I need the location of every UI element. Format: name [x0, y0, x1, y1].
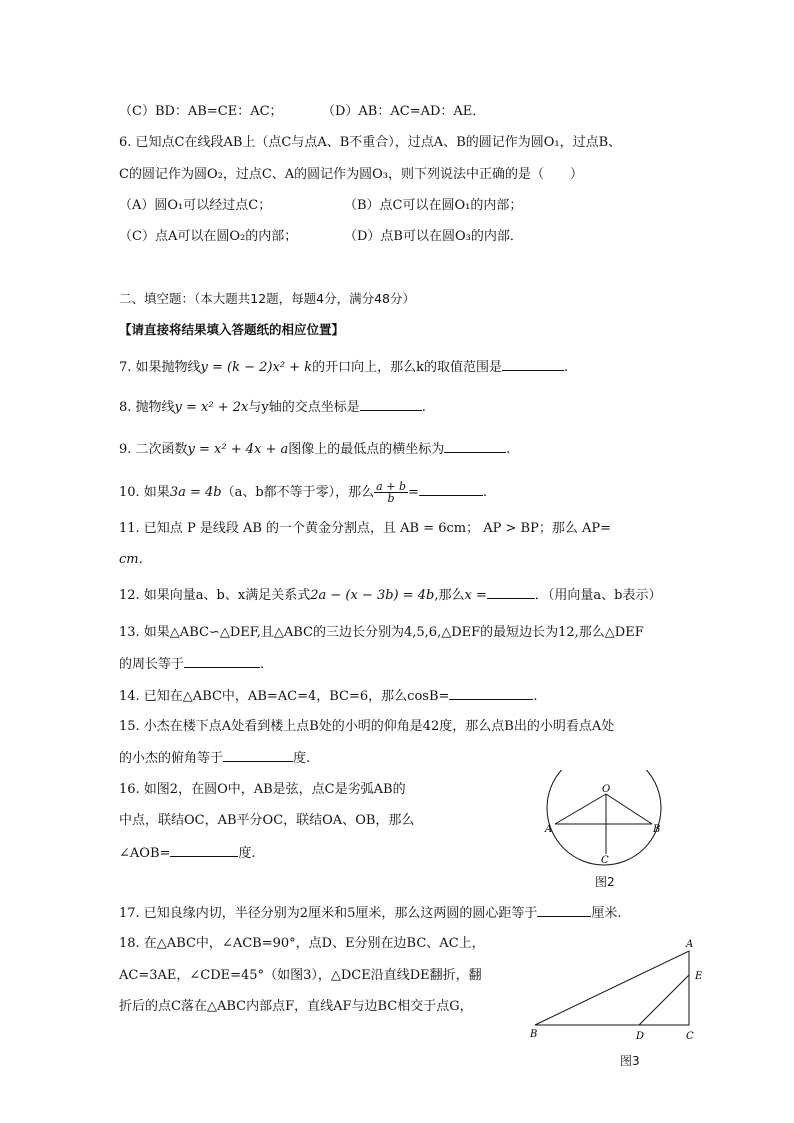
q16-line2: 中点，联结OC，AB平分OC，联结OA、OB，那么 [119, 813, 415, 828]
q13-line2-text: 的周长等于 [119, 657, 185, 672]
fig3-segment-DE [639, 975, 689, 1025]
q9-end: . [506, 442, 511, 457]
q10 [119, 478, 487, 508]
q7-answer-blank[interactable] [502, 358, 564, 371]
q12 [119, 586, 661, 605]
q6-option-a: （A）圆O₁可以经过点C； [119, 198, 272, 213]
q14-answer-blank[interactable] [449, 687, 533, 700]
q14-pre: 14. 已知在△ABC中，AB=AC=4，BC=6，那么cosB= [119, 689, 450, 704]
q6-option-c: （C）点A可以在圆O₂的内部； [119, 229, 298, 244]
q11-line2: cm. [119, 552, 143, 567]
q16-end: 度. [238, 846, 256, 861]
section-instruction: 【请直接将结果填入答题纸的相应位置】 [119, 322, 345, 337]
q9-post: 图像上的最低点的横坐标为 [288, 442, 445, 457]
q10-denominator: b [387, 492, 395, 505]
figure-2-diagram [540, 770, 670, 870]
q6-option-d: （D）点B可以在圆O₃的内部． [344, 229, 523, 244]
q16-line1: 16. 如图2，在圆O中，AB是弦，点C是劣弧AB的 [119, 782, 406, 797]
q6-option-b: （B）点C可以在圆O₁的内部； [344, 198, 523, 213]
q8-formula: y = x² + 2x [174, 400, 249, 415]
fig3-label-E: E [695, 971, 703, 982]
q10-pre: 10. 如果 [119, 485, 170, 500]
q13-end: . [260, 657, 265, 672]
figure-3-caption: 图3 [620, 1054, 640, 1068]
q13-answer-blank[interactable] [184, 655, 260, 668]
q6-line2: C的圆记作为圆O₂，过点C、A的圆记作为圆O₃，则下列说法中正确的是（ ） [119, 167, 584, 182]
q12-x: x = [464, 588, 487, 603]
section-title: 二、填空题：（本大题共12题，每题4分，满分48分） [119, 291, 416, 306]
q10-formula: 3a = 4b [169, 485, 222, 500]
q11-line1: 11. 已知点 P 是线段 AB 的一个黄金分割点，且 AB = 6cm； AP > BP；那么 AP= [119, 521, 612, 536]
q9-pre: 9. 二次函数 [119, 442, 188, 457]
fig3-label-A: A [686, 939, 694, 950]
fig2-label-A: A [545, 824, 553, 835]
q13-line1: 13. 如果△ABC∽△DEF,且△ABC的三边长分别为4,5,6,△DEF的最短边长为12,那么△DEF [119, 625, 644, 640]
fig2-label-C: C [601, 855, 609, 866]
figure-2-caption: 图2 [595, 875, 615, 889]
q5-option-d: （D）AB：AC=AD：AE． [322, 104, 486, 119]
q6-line1: 6. 已知点C在线段AB上（点C与点A、B不重合），过点A、B的圆记作为圆O₁，过点B、 [119, 135, 622, 150]
fig3-label-B: B [530, 1029, 538, 1040]
q7-post: 的开口向上，那么k的取值范围是 [312, 360, 502, 375]
fig2-segment-OB [606, 794, 652, 824]
fig2-label-O: O [602, 784, 611, 795]
q12-pre: 12. 如果向量a、b、x满足关系式 [119, 588, 311, 603]
q9-answer-blank[interactable] [444, 440, 506, 453]
q8-pre: 8. 抛物线 [119, 400, 175, 415]
q10-fraction [374, 481, 408, 504]
q5-option-c: （C）BD：AB=CE：AC； [119, 104, 283, 119]
q16-line3 [119, 844, 256, 863]
fig2-segment-OA [555, 794, 606, 824]
q15-line2-text: 的小杰的俯角等于 [119, 751, 224, 766]
q15-line1: 15. 小杰在楼下点A处看到楼上点B处的小明的仰角是42度，那么点B出的小明看点A处 [119, 719, 615, 734]
q14 [119, 687, 538, 706]
figure-2 [540, 770, 670, 870]
q7-end: . [563, 360, 569, 375]
q8 [119, 398, 426, 417]
q10-mid: （a、b都不等于零），那么 [221, 485, 375, 500]
figure-3-diagram [525, 935, 715, 1045]
fig3-label-D: D [636, 1031, 645, 1042]
q10-eq: = [407, 485, 419, 500]
q12-post: ．（用向量a、b表示） [534, 588, 662, 603]
q17-pre: 17. 已知良缘内切，半径分别为2厘米和5厘米，那么这两圆的圆心距等于 [119, 906, 538, 921]
q15-end: 度. [293, 751, 311, 766]
fig2-label-B: B [653, 824, 661, 835]
q16-line3-text: ∠AOB= [119, 846, 171, 861]
q8-end: . [421, 400, 426, 415]
q9-formula: y = x² + 4x + a [187, 442, 289, 457]
q17 [119, 904, 622, 923]
q10-numerator: a + b [376, 480, 406, 493]
q16-answer-blank[interactable] [170, 844, 238, 857]
q18-line2: AC=3AE，∠CDE=45°（如图3），△DCE沿直线DE翻折，翻 [119, 968, 482, 983]
q17-answer-blank[interactable] [537, 904, 591, 917]
fig3-label-C: C [686, 1031, 694, 1042]
q18-line1: 18. 在△ABC中，∠ACB=90°，点D、E分别在边BC、AC上， [119, 936, 485, 951]
q10-end: . [482, 485, 488, 500]
q7-pre: 7. 如果抛物线 [119, 360, 201, 375]
q14-end: . [533, 689, 538, 704]
figure-3 [525, 935, 715, 1045]
q15-line2 [119, 749, 310, 768]
q17-end: 厘米. [591, 906, 622, 921]
q7-formula: y = (k − 2)x² + k [200, 360, 313, 375]
q12-formula: 2a − (x − 3b) = 4b [310, 588, 435, 603]
q7 [119, 358, 568, 377]
q18-line3: 折后的点C落在△ABC内部点F，直线AF与边BC相交于点G， [119, 999, 473, 1014]
q15-answer-blank[interactable] [223, 749, 293, 762]
q12-answer-blank[interactable] [487, 586, 535, 599]
q9 [119, 440, 510, 459]
q10-answer-blank[interactable] [419, 483, 483, 496]
q13-line2 [119, 655, 264, 674]
q12-mid: ,那么 [434, 588, 465, 603]
q8-answer-blank[interactable] [360, 398, 422, 411]
fig3-triangle-ABC [535, 951, 689, 1025]
q8-post: 与y轴的交点坐标是 [248, 400, 360, 415]
